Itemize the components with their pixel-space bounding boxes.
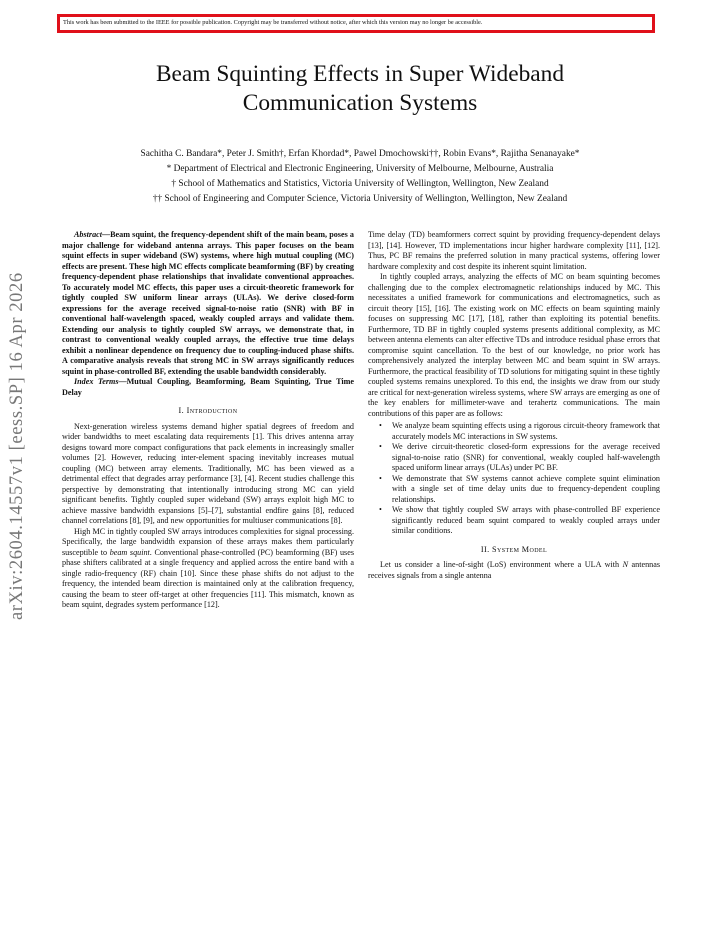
sysmodel-variable: N [622,560,628,569]
affiliation-1: * Department of Electrical and Electronic Engineering, University of Melbourne, Melbourne, Australia [166,164,554,174]
right-paragraph-1: Time delay (TD) beamformers correct squint by providing frequency-dependent delays [13], [14]. However, TD implementations incur higher hardware complexity [11], [12]. Thus, PC BF remains the preferred solution in many practical systems, offering lower hardware complexity and cost despite its inherent squint limitation. [368,230,660,271]
contribution-text: We analyze beam squinting effects using a rigorous circuit-theory framework that accurately models MC interactions in SW systems. [392,421,660,441]
sysmodel-part-b: antennas receives signals from a single antenna [368,560,660,580]
section-introduction-heading: I. Introduction [178,406,238,415]
author-block [40,147,680,207]
bullet-icon: • [379,473,382,483]
contribution-text: We show that tightly coupled SW arrays with phase-controlled BF experience significantly reduced beam squint compared to weakly coupled arrays under similar conditions. [392,505,660,535]
intro-p2-emphasis: beam squint [109,547,150,557]
intro-p2-part-b: . Conventional phase-controlled (PC) beamforming (BF) uses phase shifters calibrated at a single frequency and applied across the entire band with a single radio-frequency (RF) chain [10]. Since these phase shifts do not adjust to the frequency, the intended beam direction is maintained only at the calibration frequency, causing the beam to steer off-target at other frequencies [11]. This mismatch, known as beam squint, degrades system performance [12]. [62,547,354,609]
system-model-paragraph-1 [368,560,660,581]
bullet-icon: • [379,442,382,451]
right-column [368,230,660,581]
copyright-notice: This work has been submitted to the IEEE for possible publication. Copyright may be transferred without notice, after which this version may no longer be accessible. [57,14,655,33]
contribution-text: We derive circuit-theoretic closed-form expressions for the average received signal-to-noise ratio (SNR) for conventional, weakly coupled half-wavelength spaced uniform linear arrays (ULAs) under PC BF. [392,442,660,472]
intro-p2-part-a: High MC in tightly coupled SW arrays introduces complexities for signal processing. Specifically, the large bandwidth expansion of these arrays makes them particularly susceptible to [62,526,354,557]
bullet-icon: • [379,421,382,430]
title-line-1: Beam Squinting Effects in Super Wideband [155,61,565,87]
index-terms [62,377,354,398]
abstract-label: Abstract [74,230,102,239]
author-list: Sachitha C. Bandara*, Peter J. Smith†, Erfan Khordad*, Pawel Dmochowski††, Robin Evans*, Rajitha Senanayake* [140,149,580,159]
affiliation-3: †† School of Engineering and Computer Science, Victoria University of Wellington, Wellington, New Zealand [152,194,568,204]
intro-paragraph-2 [62,527,354,611]
title-line-2: Communication Systems [242,90,478,116]
contribution-item [379,442,660,474]
left-column [62,230,354,611]
contribution-text: We demonstrate that SW systems cannot achieve complete squint elimination with a single set of time delay units due to frequency-dependent coupling relationships. [392,473,660,504]
abstract [62,230,354,377]
index-terms-label: Index Terms [74,377,119,386]
affiliation-2: † School of Mathematics and Statistics, Victoria University of Wellington, Wellington, New Zealand [171,179,549,189]
section-system-model-heading: II. System Model [480,544,548,554]
abstract-text: —Beam squint, the frequency-dependent shift of the main beam, poses a major challenge for wideband antenna arrays. This paper focuses on the beam squint effects in super wideband (SW) systems, where high mutual coupling (MC) effects are present. These high MC effects complicate beamforming (BF) by creating frequency-dependent phase relationships that invalidate conventional approaches. To accurately model MC effects, this paper uses a circuit-theoretic framework for tightly coupled SW uniform linear arrays (ULAs). We derive closed-form expressions for the average received signal-to-noise ratio (SNR) with BF in conventional half-wavelength spaced, weakly coupled arrays and validate them. Extending our analysis to tightly coupled SW arrays, we demonstrate that, in contrast to conventional weakly coupled arrays, the effective true time delays exhibit a nonlinear dependence on frequency due to coupling-induced phase shifts. A comparative analysis reveals that strong MC in SW arrays significantly reduces squint in phase-controlled BF, extending the usable bandwidth considerably. [62,230,354,376]
paper-title [60,60,660,118]
intro-paragraph-1: Next-generation wireless systems demand higher spatial degrees of freedom and wider bandwidths to meet escalating data requirements [1]. This drives antenna array designs toward more compact configurations that pack elements in increasingly smaller volumes [2]. However, reducing inter-element spacing inevitably increases mutual coupling (MC) between array elements. Traditionally, MC has been viewed as a detrimental effect that degrades array performance [3], [4]. Recent studies challenge this perspective by demonstrating that intentionally introducing strong MC can yield significant benefits. Tightly coupled super wideband (SW) arrays exploit high MC to achieve massive bandwidth expansions [5]–[7], substantial endfire gains [8], reduced channel correlations [8], [9], and new opportunities for multiuser communications [8]. [62,421,354,525]
contributions-list [368,421,660,537]
sysmodel-part-a: Let us consider a line-of-sight (LoS) environment where a ULA with [380,560,623,569]
index-terms-text: —Mutual Coupling, Beamforming, Beam Squinting, True Time Delay [62,377,354,397]
contribution-item [379,505,660,537]
bullet-icon: • [379,505,382,514]
contribution-item [379,473,660,506]
right-paragraph-2: In tightly coupled arrays, analyzing the effects of MC on beam squinting becomes challenging due to the complex electromagnetic relationships induced by MC. This necessitates a unified framework for communications and electromagnetics, such as circuit theory [15], [16]. The existing work on MC effects on beam squinting mainly focuses on suppressing MC [17], [18], rather than exploiting its potential benefits. Furthermore, TD BF in tightly coupled systems presents additional complexity, as MC between antenna elements can alter effective TDs and introduce residual phase errors that compromise squint cancellation. To the best of our knowledge, no prior work has comprehensively analyzed the interplay between MC and beam squint in SW arrays. Furthermore, the practical feasibility of TD solutions for mitigating squint in these tightly coupled systems remains unexplored. To this end, the insights we draw from our study are critical for next-generation wireless systems, where SW arrays are emerging as one of the key enablers for millimeter-wave and terahertz communications. The main contributions of this paper are as follows: [368,272,660,418]
arxiv-identifier: arXiv:2604.14557v1 [eess.SP] 16 Apr 2026 [7,272,27,620]
contribution-item [379,421,660,442]
